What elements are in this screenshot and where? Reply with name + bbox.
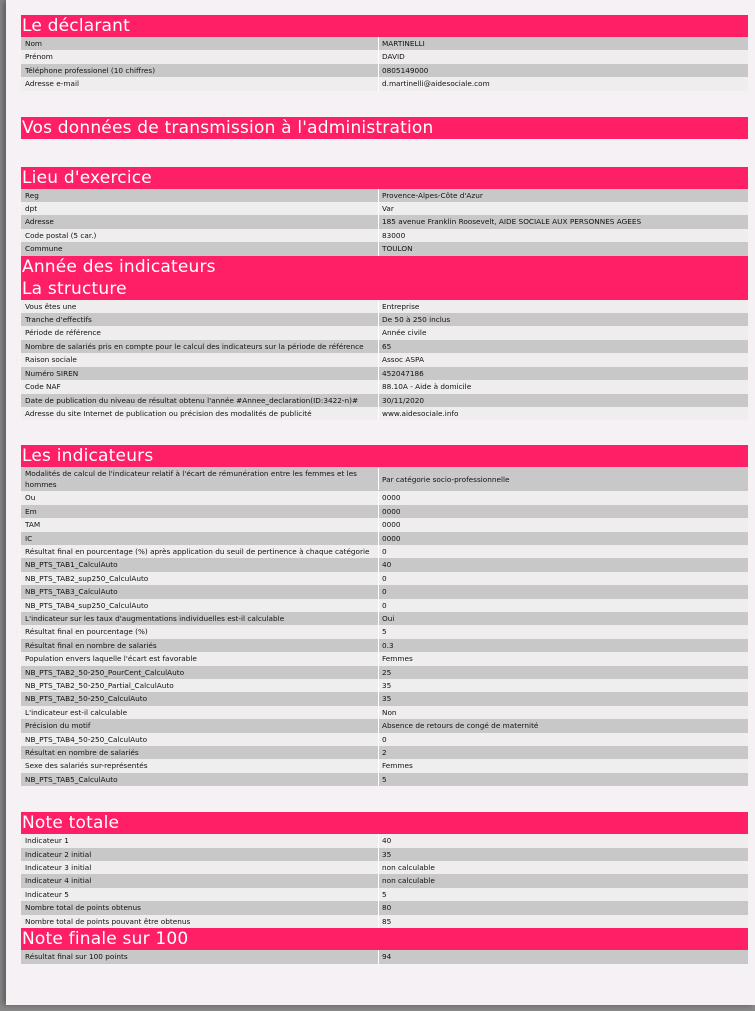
table-row — [21, 706, 748, 719]
row-value: Femmes — [382, 654, 413, 664]
row-label: Date de publication du niveau de résultat obtenu l'année #Annee_declaration(ID:3422-n)# — [21, 394, 379, 407]
row-value: 0805149000 — [382, 65, 429, 75]
table-row — [21, 505, 748, 518]
row-label: Période de référence — [21, 326, 379, 339]
table-row — [21, 64, 748, 77]
row-label: Indicateur 1 — [21, 834, 379, 847]
row-label: Résultat en nombre de salariés — [21, 746, 379, 759]
row-value: www.aidesociale.info — [382, 408, 459, 418]
table-row — [21, 652, 748, 665]
table-note-totale — [21, 834, 748, 928]
table-row — [21, 394, 748, 407]
row-value: 0 — [382, 587, 387, 597]
row-label: Indicateur 3 initial — [21, 861, 379, 874]
row-label: NB_PTS_TAB5_CalculAuto — [21, 773, 379, 786]
row-value: 0 — [382, 600, 387, 610]
section-header-declarant: Le déclarant — [21, 15, 748, 37]
row-value: Année civile — [382, 328, 427, 338]
row-value: 65 — [382, 341, 392, 351]
table-row — [21, 215, 748, 228]
row-value: 2 — [382, 748, 387, 758]
row-value: Non — [382, 707, 397, 717]
row-value: Entreprise — [382, 301, 420, 311]
row-value: 0 — [382, 573, 387, 583]
row-label: Nom — [21, 37, 379, 50]
row-value: 83000 — [382, 230, 406, 240]
row-value: 35 — [382, 681, 392, 690]
row-label: Code NAF — [21, 380, 379, 393]
row-value: 452047186 — [382, 368, 424, 378]
table-row — [21, 585, 748, 598]
section-header-lieu: Lieu d'exercice — [21, 167, 748, 189]
row-label: Résultat final sur 100 points — [21, 950, 379, 963]
document-content — [21, 0, 748, 964]
row-label: Raison sociale — [21, 353, 379, 366]
row-label: Indicateur 5 — [21, 888, 379, 901]
table-lieu — [21, 189, 748, 256]
row-label: Vous êtes une — [21, 300, 379, 313]
row-value: 0 — [382, 734, 387, 744]
row-label: L'indicateur sur les taux d'augmentations individuelles est-il calculable — [21, 612, 379, 625]
table-row — [21, 532, 748, 545]
table-row — [21, 692, 748, 705]
table-row — [21, 666, 748, 679]
table-declarant — [21, 37, 748, 91]
row-value: 0 — [382, 546, 387, 556]
table-row — [21, 353, 748, 366]
row-label: NB_PTS_TAB2_50-250_PourCent_CalculAuto — [21, 666, 379, 679]
row-value: d.martinelli@aidesociale.com — [382, 79, 490, 89]
row-value: 0000 — [382, 493, 401, 503]
table-row — [21, 467, 748, 491]
table-row — [21, 202, 748, 215]
document-page — [6, 0, 755, 1005]
row-label: Nombre total de points pouvant être obtenus — [21, 915, 379, 928]
table-row — [21, 950, 748, 963]
row-label: dpt — [21, 202, 379, 215]
table-row — [21, 625, 748, 638]
table-row — [21, 300, 748, 313]
section-header-note-totale: Note totale — [21, 812, 748, 834]
row-value: 0000 — [382, 506, 401, 516]
table-row — [21, 848, 748, 861]
table-row — [21, 874, 748, 887]
row-label: Ou — [21, 491, 379, 504]
table-row — [21, 380, 748, 393]
row-value: 30/11/2020 — [382, 395, 425, 405]
table-row — [21, 340, 748, 353]
row-value: non calculable — [382, 876, 435, 886]
table-row — [21, 572, 748, 585]
row-value: Oui — [382, 613, 395, 623]
row-value: 88.10A - Aide à domicile — [382, 382, 472, 392]
row-value: 35 — [382, 849, 392, 859]
row-value: De 50 à 250 inclus — [382, 315, 451, 325]
table-row — [21, 518, 748, 531]
section-header-annee: Année des indicateurs — [21, 256, 748, 278]
row-label: Indicateur 2 initial — [21, 848, 379, 861]
section-header-indicateurs: Les indicateurs — [21, 445, 748, 467]
row-label: Adresse du site Internet de publication ou précision des modalités de publicité — [21, 407, 379, 420]
row-label: Précision du motif — [21, 719, 379, 732]
table-row — [21, 861, 748, 874]
row-label: Téléphone professionel (10 chiffres) — [21, 64, 379, 77]
row-value: TOULON — [382, 244, 413, 254]
row-value: 80 — [382, 903, 392, 913]
row-label: L'indicateur est-il calculable — [21, 706, 379, 719]
row-label: Adresse — [21, 215, 379, 228]
table-structure — [21, 300, 748, 421]
table-row — [21, 834, 748, 847]
row-value: MARTINELLI — [382, 39, 425, 48]
row-label: IC — [21, 532, 379, 545]
table-row — [21, 313, 748, 326]
row-value: DAVID — [382, 52, 405, 62]
row-label: NB_PTS_TAB2_50-250_CalculAuto — [21, 692, 379, 705]
table-row — [21, 639, 748, 652]
row-label: NB_PTS_TAB4_50-250_CalculAuto — [21, 733, 379, 746]
section-header-note-finale: Note finale sur 100 — [21, 928, 748, 950]
row-label: NB_PTS_TAB1_CalculAuto — [21, 558, 379, 571]
table-row — [21, 733, 748, 746]
row-value: 25 — [382, 667, 392, 677]
table-row — [21, 915, 748, 928]
row-value: 35 — [382, 694, 392, 704]
row-value: Provence-Alpes-Côte d'Azur — [382, 190, 483, 200]
table-row — [21, 77, 748, 90]
table-row — [21, 901, 748, 914]
row-label: Numéro SIREN — [21, 367, 379, 380]
table-row — [21, 888, 748, 901]
table-row — [21, 326, 748, 339]
table-row — [21, 558, 748, 571]
table-row — [21, 50, 748, 63]
row-value: 85 — [382, 916, 392, 926]
row-value: 0.3 — [382, 640, 394, 650]
row-label: Nombre de salariés pris en compte pour le calcul des indicateurs sur la période de référence — [21, 340, 379, 353]
row-label: Indicateur 4 initial — [21, 874, 379, 887]
table-row — [21, 612, 748, 625]
row-label: Em — [21, 505, 379, 518]
table-row — [21, 545, 748, 558]
row-value: 0000 — [382, 533, 401, 543]
table-row — [21, 367, 748, 380]
table-row — [21, 189, 748, 202]
table-row — [21, 491, 748, 504]
table-row — [21, 37, 748, 50]
row-value: 5 — [382, 889, 387, 899]
row-value: non calculable — [382, 863, 435, 873]
row-value: 94 — [382, 952, 392, 962]
row-value: 5 — [382, 774, 387, 784]
row-value: Assoc ASPA — [382, 355, 424, 365]
row-label: Prénom — [21, 50, 379, 63]
row-label: TAM — [21, 518, 379, 531]
row-label: Reg — [21, 189, 379, 202]
row-label: Code postal (5 car.) — [21, 229, 379, 242]
row-label: Modalités de calcul de l'indicateur relatif à l'écart de rémunération entre les femmes et les hommes — [21, 468, 379, 490]
row-value: 185 avenue Franklin Roosevelt, AIDE SOCIALE AUX PERSONNES AGEES — [382, 217, 642, 227]
row-label: Résultat final en pourcentage (%) après application du seuil de pertinence à chaque catégorie — [21, 545, 379, 558]
table-row — [21, 407, 748, 420]
table-row — [21, 746, 748, 759]
row-label: Adresse e-mail — [21, 77, 379, 90]
row-value: 0000 — [382, 520, 401, 530]
table-row — [21, 679, 748, 692]
row-label: Tranche d'effectifs — [21, 313, 379, 326]
table-row — [21, 759, 748, 772]
row-value: Femmes — [382, 761, 413, 771]
row-label: Résultat final en pourcentage (%) — [21, 625, 379, 638]
row-label: Résultat final en nombre de salariés — [21, 639, 379, 652]
row-value: Var — [382, 204, 394, 214]
table-row — [21, 242, 748, 255]
row-value: 40 — [382, 836, 392, 846]
table-note-finale — [21, 950, 748, 963]
row-label: NB_PTS_TAB4_sup250_CalculAuto — [21, 599, 379, 612]
table-indicateurs — [21, 467, 748, 786]
row-label: NB_PTS_TAB2_50-250_Partial_CalculAuto — [21, 679, 379, 692]
table-row — [21, 773, 748, 786]
section-header-structure: La structure — [21, 278, 748, 300]
section-header-transmission: Vos données de transmission à l'administration — [21, 117, 748, 139]
table-row — [21, 719, 748, 732]
row-label: Nombre total de points obtenus — [21, 901, 379, 914]
row-value: Absence de retours de congé de maternité — [382, 721, 539, 731]
row-label: NB_PTS_TAB3_CalculAuto — [21, 585, 379, 598]
row-value: Par catégorie socio-professionnelle — [382, 474, 510, 484]
row-label: Commune — [21, 242, 379, 255]
row-label: Sexe des salariés sur-représentés — [21, 759, 379, 772]
row-label: Population envers laquelle l'écart est favorable — [21, 652, 379, 665]
row-value: 5 — [382, 627, 387, 637]
table-row — [21, 599, 748, 612]
table-row — [21, 229, 748, 242]
row-label: NB_PTS_TAB2_sup250_CalculAuto — [21, 572, 379, 585]
row-value: 40 — [382, 560, 392, 570]
